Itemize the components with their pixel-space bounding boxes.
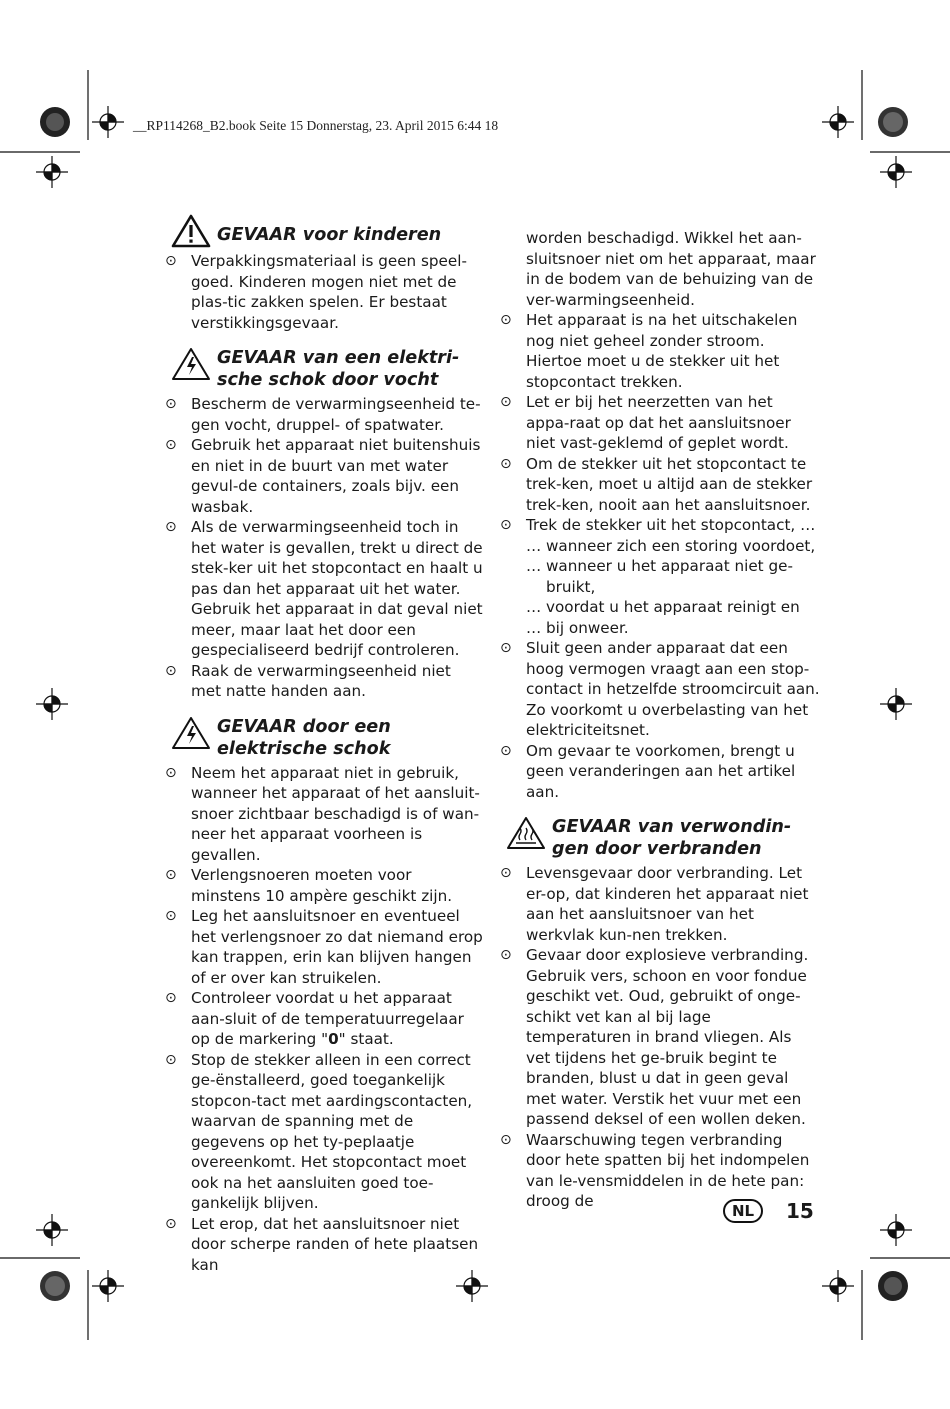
bullet-icon: ⊙ xyxy=(165,990,177,1006)
bullet-icon: ⊙ xyxy=(500,312,512,328)
bullet-icon: ⊙ xyxy=(500,1131,512,1148)
bullet-icon: ⊙ xyxy=(500,517,512,533)
warning-triangle-icon xyxy=(165,212,217,248)
list-item: ⊙ Het apparaat is na het uitschakelen nog niet geheel zonder stroom. Hiertoe moet u de stekker uit het stopcontact trekken. xyxy=(500,311,798,391)
section-title: GEVAAR door een elektrische schok xyxy=(217,716,391,759)
zero-marking: 0 xyxy=(328,1030,339,1048)
continuation-text: worden beschadigd. Wikkel het aan-sluitsnoer niet om het apparaat, maar in de bodem van de behuizing van de ver-warmingseenheid. xyxy=(526,229,816,309)
list-item: ⊙ Let erop, dat het aansluitsnoer niet door scherpe randen of hete plaatsen kan xyxy=(165,1214,479,1274)
list-item: ⊙ Let er bij het neerzetten van het appa-raat op dat het aansluitsnoer niet vast-geklemd of geplet wordt. xyxy=(500,393,791,452)
bullet-icon: ⊙ xyxy=(165,437,177,453)
list-item: ⊙ Gevaar door explosieve verbranding. Gebruik vers, schoon en voor fondue geschikt vet. Oud, gebruikt of onge-schikt vet kan al bij lage temperaturen in brand vliegen. Als vet tijdens het ge-bruik begint te branden, blust u dat in geen geval met water. Verstik het vuur met een passend deksel of een wollen deken. xyxy=(500,946,809,1128)
list-item: ⊙ Om de stekker uit het stopcontact te trek-ken, moet u altijd aan de stekker trek-ken, nooit aan het aansluitsnoer. xyxy=(500,454,813,514)
bullet-icon: ⊙ xyxy=(500,947,512,963)
bullet-icon: ⊙ xyxy=(165,1051,177,1068)
bullet-icon: ⊙ xyxy=(165,396,177,412)
list-item: ⊙ Raak de verwarmingseenheid niet met natte handen aan. xyxy=(165,661,451,700)
section-heading-moisture xyxy=(165,345,483,391)
section-heading-burns xyxy=(500,814,820,860)
bullet-icon: ⊙ xyxy=(500,742,512,759)
list-item: ⊙ Leg het aansluitsnoer en eventueel het verlengsnoer zo dat niemand erop kan trappen, erin kan blijven hangen of er over kan struikelen. xyxy=(165,907,483,987)
bullet-icon: ⊙ xyxy=(165,662,177,679)
file-info-header: __RP114268_B2.book Seite 15 Donnerstag, 23. April 2015 6:44 18 xyxy=(133,118,499,133)
list-item: ⊙ Als de verwarmingseenheid toch in het water is gevallen, trekt u direct de stek-ker uit het stopcontact en haalt u pas dan het apparaat uit het water. Gebruik het apparaat in dat geval niet meer, maar laat het door een gespecialiseerd bedrijf controleren. xyxy=(165,518,483,659)
section-heading-children xyxy=(165,212,483,248)
sub-item: … wanneer u het apparaat niet ge- xyxy=(526,557,793,575)
sub-item: … bij onweer. xyxy=(526,618,629,637)
bullet-icon: ⊙ xyxy=(500,455,512,472)
language-badge: NL xyxy=(723,1199,763,1223)
list-item: ⊙ Verlengsnoeren moeten voor minstens 10 ampère geschikt zijn. xyxy=(165,866,453,905)
bullet-icon: ⊙ xyxy=(165,908,177,924)
list-item: ⊙ Levensgevaar door verbranding. Let er-op, dat kinderen het apparaat niet aan het aansluitsnoer van het werkvlak kun-nen trekken. xyxy=(500,864,809,944)
section-title: GEVAAR van een elektri- sche schok door vocht xyxy=(217,348,460,390)
page-number: 15 xyxy=(786,1199,814,1223)
list-item: ⊙ Stop de stekker alleen in een correct ge-ënstalleerd, goed toegankelijk stopcon-tact met aardingscontacten, waarvan de spanning met de gegevens op het ty-peplaatje overeenkomt. Het stopcontact moet ook na het aansluiten goed toe-gankelijk blijven. xyxy=(165,1050,473,1212)
hot-surface-icon xyxy=(500,814,552,850)
list-item: ⊙ Waarschuwing tegen verbranding door hete spatten bij het indompelen van le-vensmiddelen in de hete pan: droog de xyxy=(500,1130,810,1210)
list-item: ⊙ Neem het apparaat niet in gebruik, wanneer het apparaat of het aansluit-snoer zichtbaar beschadigd is of wan-neer het apparaat voorheen is gevallen. xyxy=(165,763,480,864)
sub-item-continuation: bruikt, xyxy=(546,577,596,596)
sub-item: … wanneer zich een storing voordoet, xyxy=(526,536,816,555)
bullet-icon: ⊙ xyxy=(165,253,177,269)
bullet-icon: ⊙ xyxy=(500,394,512,410)
section-title: GEVAAR van verwondin- gen door verbranden xyxy=(552,817,792,859)
bullet-icon: ⊙ xyxy=(165,764,177,781)
bullet-icon: ⊙ xyxy=(500,865,512,881)
list-item: ⊙ Gebruik het apparaat niet buitenshuis en niet in de buurt van met water gevul-de containers, zoals bijv. een wasbak. xyxy=(165,436,481,516)
list-item: ⊙ Om gevaar te voorkomen, brengt u geen veranderingen aan het artikel aan. xyxy=(500,741,796,801)
right-column xyxy=(500,228,820,1212)
bullet-icon: ⊙ xyxy=(165,1215,177,1232)
electric-hazard-icon xyxy=(165,714,217,750)
electric-hazard-icon xyxy=(165,345,217,381)
list-item: ⊙ Bescherm de verwarmingseenheid te-gen vocht, druppel- of spatwater. xyxy=(165,395,481,434)
list-item: ⊙ Trek de stekker uit het stopcontact, … xyxy=(500,516,816,534)
left-column xyxy=(165,212,483,1275)
bullet-icon: ⊙ xyxy=(165,519,177,535)
list-item: ⊙ Verpakkingsmateriaal is geen speel-goed. Kinderen mogen niet met de plas-tic zakken spelen. Er bestaat verstikkingsgevaar. xyxy=(165,252,467,332)
list-item: ⊙ Controleer voordat u het apparaat aan-sluit of de temperatuurregelaar op de markering "0" staat. xyxy=(165,989,464,1048)
list-item: ⊙ Sluit geen ander apparaat dat een hoog vermogen vraagt aan een stop-contact in hetzelfde stroomcircuit aan. Zo voorkomt u overbelasting van het elektriciteitsnet. xyxy=(500,639,820,739)
bullet-icon: ⊙ xyxy=(165,867,177,883)
bullet-icon: ⊙ xyxy=(500,640,512,656)
section-title: GEVAAR voor kinderen xyxy=(217,225,442,245)
sub-item: … voordat u het apparaat reinigt en xyxy=(526,598,800,616)
section-heading-shock xyxy=(165,714,483,760)
